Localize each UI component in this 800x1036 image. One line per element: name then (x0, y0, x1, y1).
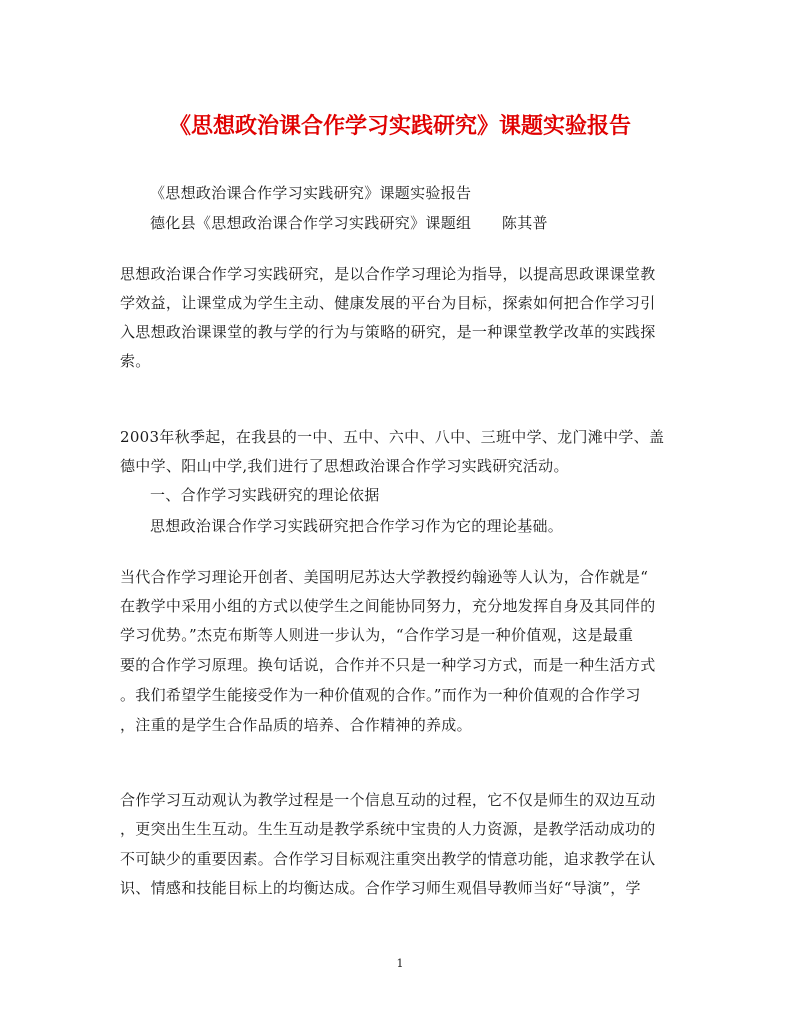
paragraph-4-line-4: 识、情感和技能目标上的均衡达成。合作学习师生观倡导教师当好“导演”，学 (120, 879, 641, 897)
paragraph-3-line-1: 当代合作学习理论开创者、美国明尼苏达大学教授约翰逊等人认为，合作就是“ (120, 568, 649, 586)
paragraph-3-line-5: 。我们希望学生能接受作为一种价值观的合作。”而作为一种价值观的合作学习 (120, 686, 641, 704)
paragraph-4-line-1: 合作学习互动观认为教学过程是一个信息互动的过程，它不仅是师生的双边互动 (120, 791, 656, 809)
author-line: 德化县《思想政治课合作学习实践研究》课题组 陈其普 (150, 214, 548, 232)
section-intro: 思想政治课合作学习实践研究把合作学习作为它的理论基础。 (150, 517, 564, 535)
section-heading: 一、合作学习实践研究的理论依据 (150, 486, 380, 504)
paragraph-3-line-3: 学习优势。”杰克布斯等人则进一步认为，“合作学习是一种价值观，这是最重 (120, 626, 634, 644)
paragraph-4-line-2: ，更突出生生互动。生生互动是教学系统中宝贵的人力资源，是教学活动成功的 (120, 820, 656, 838)
paragraph-4-line-3: 不可缺少的重要因素。合作学习目标观注重突出教学的情意功能，追求教学在认 (120, 850, 656, 868)
paragraph-1-line-1: 思想政治课合作学习实践研究，是以合作学习理论为指导，以提高思政课课堂教 (120, 265, 656, 283)
paragraph-3-line-2: 在教学中采用小组的方式以使学生之间能协同努力，充分地发挥自身及其同伴的 (120, 597, 656, 615)
page-number: 1 (396, 957, 404, 970)
subtitle: 《思想政治课合作学习实践研究》课题实验报告 (150, 184, 472, 202)
paragraph-1-line-2: 学效益，让课堂成为学生主动、健康发展的平台为目标，探索如何把合作学习引 (120, 294, 656, 312)
document-title: 《思想政治课合作学习实践研究》课题实验报告 (168, 113, 631, 139)
paragraph-2-line-1: 2003年秋季起，在我县的一中、五中、六中、八中、三班中学、龙门滩中学、盖 (120, 428, 665, 446)
paragraph-3-line-6: ，注重的是学生合作品质的培养、合作精神的养成。 (120, 716, 472, 734)
paragraph-2-line-2: 德中学、阳山中学,我们进行了思想政治课合作学习实践研究活动。 (120, 457, 569, 475)
paragraph-1-line-3: 入思想政治课课堂的教与学的行为与策略的研究，是一种课堂教学改革的实践探 (120, 323, 656, 341)
paragraph-1-line-4: 索。 (120, 352, 151, 370)
paragraph-3-line-4: 要的合作学习原理。换句话说，合作并不只是一种学习方式，而是一种生活方式 (120, 656, 656, 674)
